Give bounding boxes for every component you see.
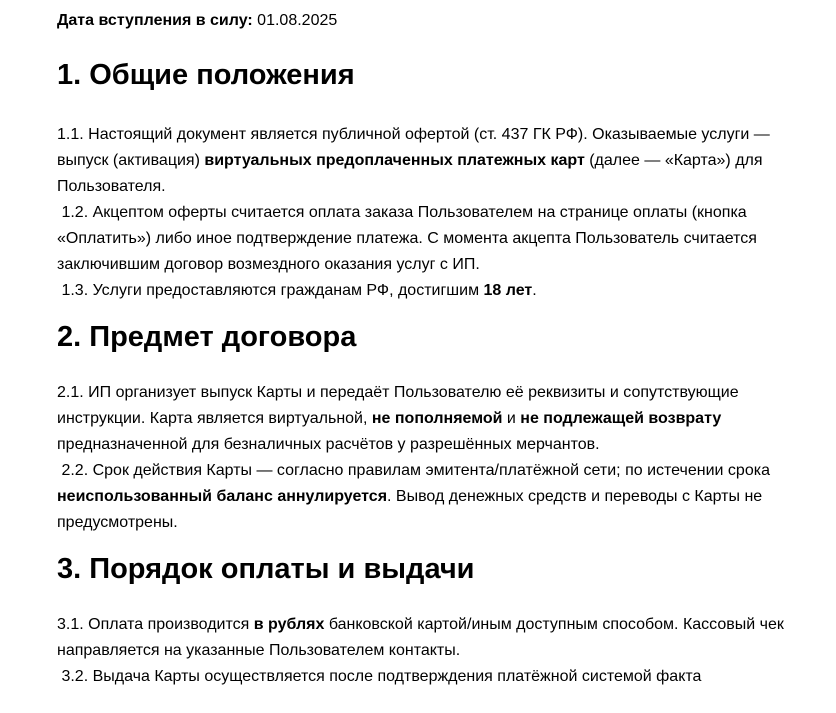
section-payment-and-delivery: [57, 552, 820, 690]
text-run: 3.2. Выдача Карты осуществляется после подтверждения платёжной системой факта: [57, 668, 702, 685]
section-2-heading: 2. Предмет договора: [57, 321, 357, 353]
effective-date-label: Дата вступления в силу:: [57, 12, 253, 29]
clause-1-1: [57, 122, 820, 200]
text-run-bold: виртуальных предоплаченных платежных карт: [204, 152, 585, 169]
text-run: 2.2. Срок действия Карты — согласно правилам эмитента/платёжной сети; по истечении срока: [57, 462, 775, 479]
clause-3-2: [57, 664, 820, 690]
text-run-bold: в рублях: [253, 616, 325, 633]
text-run-bold: неиспользованный баланс аннулируется: [57, 488, 388, 505]
text-run: 2.1. ИП организует выпуск Карты и передаёт Пользователю её реквизиты и сопутствующие инструкции. Карта является виртуальной,: [57, 384, 744, 427]
text-run: 1.2. Акцептом оферты считается оплата заказа Пользователем на странице оплаты (кнопка «Оплатить») либо иное подтверждение платежа. С момента акцепта Пользователь считается заключившим договор возмездного оказания услуг с ИП.: [57, 204, 762, 273]
clause-1-3: [57, 278, 820, 304]
text-run: 1.3. Услуги предоставляются гражданам РФ, достигшим: [57, 282, 484, 299]
text-run-bold: 18 лет: [483, 282, 533, 299]
section-3-heading: 3. Порядок оплаты и выдачи: [57, 553, 475, 585]
text-run: .: [532, 282, 537, 299]
section-1-clauses: [57, 122, 820, 304]
clause-2-2: [57, 458, 820, 536]
clause-2-1: [57, 380, 820, 458]
section-subject-of-contract: [57, 320, 820, 536]
text-run-bold: не пополняемой: [371, 410, 503, 427]
clause-3-1: [57, 612, 820, 664]
text-run: 3.1. Оплата производится: [57, 616, 254, 633]
text-run: (далее — «Карта») для Пользователя.: [57, 152, 767, 195]
text-run: банковской картой/иным доступным способом. Кассовый чек направляется на указанные Пользователем контакты.: [57, 616, 789, 659]
text-run: предназначенной для безналичных расчётов у разрешённых мерчантов.: [57, 410, 726, 453]
effective-date-value: 01.08.2025: [252, 12, 338, 29]
effective-date-line: [57, 8, 820, 34]
text-run-bold: не подлежащей возврату: [520, 410, 722, 427]
section-general-provisions: [57, 58, 820, 304]
section-2-clauses: [57, 380, 820, 536]
clause-1-2: [57, 200, 820, 278]
text-run: и: [502, 410, 521, 427]
text-run: . Вывод денежных средств и переводы с Карты не предусмотрены.: [57, 488, 767, 531]
text-run: 1.1. Настоящий документ является публичной офертой (ст. 437 ГК РФ). Оказываемые услуги — выпуск (активация): [57, 126, 775, 169]
section-3-clauses: [57, 612, 820, 690]
section-1-heading: 1. Общие положения: [57, 59, 355, 91]
